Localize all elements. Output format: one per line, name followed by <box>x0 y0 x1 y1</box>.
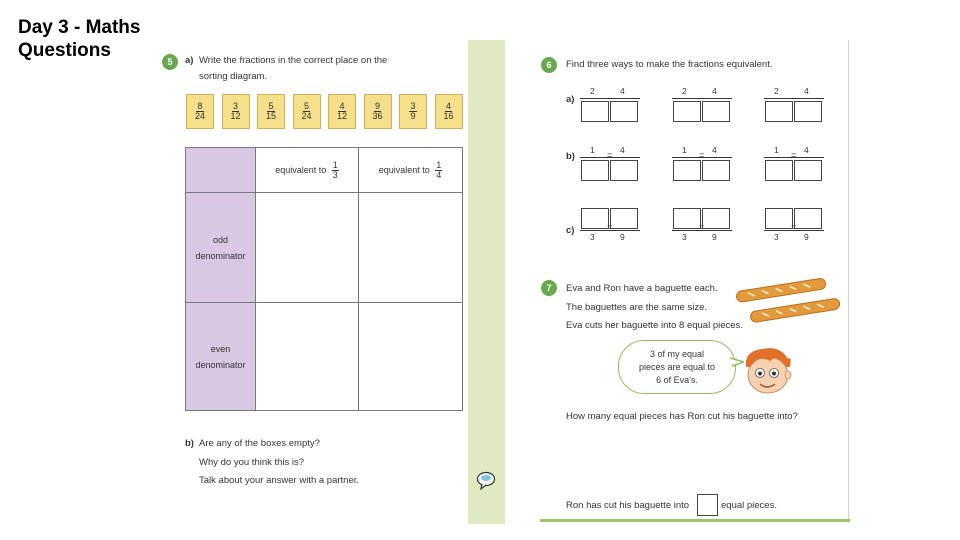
card-numerator: 4 <box>445 101 451 111</box>
q6-c-given-right: 9 <box>804 232 809 242</box>
q6-c-given-left: 3 <box>682 232 687 242</box>
row-odd-denominator <box>186 193 256 303</box>
q7-answer-suffix: equal pieces. <box>721 500 777 511</box>
fraction-card[interactable] <box>222 94 250 129</box>
q7-line3: Eva cuts her baguette into 8 equal pieces. <box>566 320 743 331</box>
cell-odd-third[interactable] <box>256 193 359 303</box>
fraction-bar <box>610 157 640 158</box>
header-equivalent-quarter <box>359 148 463 193</box>
ron-speech-bubble <box>618 340 736 394</box>
fraction-card[interactable] <box>364 94 392 129</box>
fraction-bar <box>610 230 640 231</box>
header-third-prefix: equivalent to <box>275 164 327 175</box>
fraction-card[interactable] <box>328 94 356 129</box>
fraction-bar <box>794 157 824 158</box>
fraction-bar <box>672 157 702 158</box>
q6-a-answer-box[interactable] <box>581 101 609 122</box>
q6-a-answer-box[interactable] <box>610 101 638 122</box>
bubble-line2: pieces are equal to <box>638 361 716 372</box>
q6-row-a-label: a) <box>566 94 575 105</box>
q6-b-given-right: 4 <box>712 145 717 155</box>
card-numerator: 3 <box>232 101 238 111</box>
q6-a-answer-box[interactable] <box>702 101 730 122</box>
card-denominator: 12 <box>230 111 241 121</box>
fraction-bar <box>764 157 794 158</box>
fraction-card[interactable] <box>186 94 214 129</box>
slide-title: Day 3 - Maths Questions <box>18 17 141 61</box>
card-numerator: 8 <box>197 101 203 111</box>
fraction-bar <box>672 230 702 231</box>
q6-b-answer-box[interactable] <box>765 160 793 181</box>
q6-c-answer-box[interactable] <box>610 208 638 229</box>
q6-a-given-right: 4 <box>712 86 717 96</box>
question-5-number: 5 <box>162 54 178 70</box>
q6-a-answer-box[interactable] <box>673 101 701 122</box>
q5-part-b-line1: Are any of the boxes empty? <box>199 438 320 449</box>
fraction-card[interactable] <box>257 94 285 129</box>
card-numerator: 3 <box>410 101 416 111</box>
row-odd-line2: denominator <box>195 250 246 261</box>
question-7-number: 7 <box>541 280 557 296</box>
bubble-line1: 3 of my equal <box>649 348 705 359</box>
worksheet-page <box>150 38 852 524</box>
q6-b-given-right: 4 <box>620 145 625 155</box>
q6-b-given-right: 4 <box>804 145 809 155</box>
fraction-card[interactable] <box>399 94 427 129</box>
q6-c-given-right: 9 <box>620 232 625 242</box>
fraction-bar <box>580 157 610 158</box>
q7-line1: Eva and Ron have a baguette each. <box>566 283 718 294</box>
cell-even-quarter[interactable] <box>359 303 463 411</box>
equals-sign: = <box>791 150 797 160</box>
q6-a-given-left: 2 <box>590 86 595 96</box>
equals-sign: = <box>699 222 705 232</box>
header-quarter-prefix: equivalent to <box>378 164 430 175</box>
card-numerator: 5 <box>303 101 309 111</box>
equals-sign: = <box>607 150 613 160</box>
fraction-card[interactable] <box>435 94 463 129</box>
q5-part-b-letter: b) <box>185 438 194 449</box>
fraction-bar <box>794 98 824 99</box>
q7-answer-box[interactable] <box>697 494 718 516</box>
q5-part-a-letter: a) <box>185 55 194 66</box>
fraction-bar <box>702 98 732 99</box>
q6-a-answer-box[interactable] <box>794 101 822 122</box>
baguettes-illustration <box>734 276 844 326</box>
row-odd-line1: odd <box>212 234 229 245</box>
q6-c-answer-box[interactable] <box>765 208 793 229</box>
equals-sign: = <box>791 222 797 232</box>
sorting-diagram <box>185 147 463 411</box>
corner-cell <box>186 148 256 193</box>
q6-b-answer-box[interactable] <box>673 160 701 181</box>
card-denominator: 16 <box>443 111 454 121</box>
q5-part-a-line2: sorting diagram. <box>199 71 268 82</box>
q6-c-given-left: 3 <box>590 232 595 242</box>
fraction-bar <box>764 98 794 99</box>
fraction-bar <box>580 230 610 231</box>
bubble-line3: 6 of Eva's. <box>656 374 698 385</box>
q6-b-given-left: 1 <box>682 145 687 155</box>
q6-row-c-label: c) <box>566 225 575 236</box>
q7-question: How many equal pieces has Ron cut his baguette into? <box>566 411 798 422</box>
fraction-card[interactable] <box>293 94 321 129</box>
fraction-bar <box>764 230 794 231</box>
q6-instruction: Find three ways to make the fractions equivalent. <box>566 59 773 70</box>
header-third-den: 3 <box>332 169 338 180</box>
q5-part-b-line3: Talk about your answer with a partner. <box>199 475 360 486</box>
card-denominator: 15 <box>265 111 276 121</box>
question-6-number: 6 <box>541 57 557 73</box>
page-edge <box>848 40 849 520</box>
bottom-rule <box>540 519 850 522</box>
q6-a-given-right: 4 <box>804 86 809 96</box>
q6-c-answer-box[interactable] <box>581 208 609 229</box>
page-gutter-strip <box>468 40 505 524</box>
card-denominator: 9 <box>410 111 416 121</box>
q6-a-answer-box[interactable] <box>765 101 793 122</box>
header-equivalent-third <box>256 148 359 193</box>
card-denominator: 12 <box>336 111 347 121</box>
fraction-bar <box>580 98 610 99</box>
discussion-speech-bubble-icon <box>476 470 496 490</box>
q5-part-b-line2: Why do you think this is? <box>199 457 305 468</box>
fraction-bar <box>672 98 702 99</box>
fraction-bar <box>794 230 824 231</box>
q6-b-answer-box[interactable] <box>794 160 822 181</box>
q6-row-b-label: b) <box>566 151 575 162</box>
header-quarter-den: 4 <box>436 169 442 180</box>
header-quarter-num: 1 <box>436 159 442 170</box>
fraction-bar <box>702 230 732 231</box>
q6-a-given-left: 2 <box>682 86 687 96</box>
q6-c-answer-box[interactable] <box>702 208 730 229</box>
card-denominator: 24 <box>301 111 312 121</box>
row-even-denominator <box>186 303 256 411</box>
q6-a-given-left: 2 <box>774 86 779 96</box>
q6-b-given-left: 1 <box>774 145 779 155</box>
q6-c-answer-box[interactable] <box>673 208 701 229</box>
q6-c-answer-box[interactable] <box>794 208 822 229</box>
q7-line2: The baguettes are the same size. <box>566 302 707 313</box>
q6-b-answer-box[interactable] <box>702 160 730 181</box>
q7-answer-prefix: Ron has cut his baguette into <box>566 500 690 511</box>
card-numerator: 4 <box>339 101 345 111</box>
ron-face-icon <box>740 345 796 397</box>
card-numerator: 5 <box>268 101 274 111</box>
card-denominator: 24 <box>194 111 205 121</box>
q6-c-given-right: 9 <box>712 232 717 242</box>
equals-sign: = <box>607 222 613 232</box>
equals-sign: = <box>699 150 705 160</box>
card-numerator: 9 <box>374 101 380 111</box>
fraction-bar <box>610 98 640 99</box>
q5-part-a-line1: Write the fractions in the correct place on the <box>199 55 388 66</box>
q6-a-given-right: 4 <box>620 86 625 96</box>
row-even-line2: denominator <box>195 359 246 370</box>
q6-c-given-left: 3 <box>774 232 779 242</box>
q6-b-given-left: 1 <box>590 145 595 155</box>
header-third-num: 1 <box>332 159 338 170</box>
cell-even-third[interactable] <box>256 303 359 411</box>
q6-b-answer-box[interactable] <box>610 160 638 181</box>
q6-b-answer-box[interactable] <box>581 160 609 181</box>
card-denominator: 36 <box>372 111 383 121</box>
cell-odd-quarter[interactable] <box>359 193 463 303</box>
fraction-bar <box>702 157 732 158</box>
row-even-line1: even <box>210 343 231 354</box>
